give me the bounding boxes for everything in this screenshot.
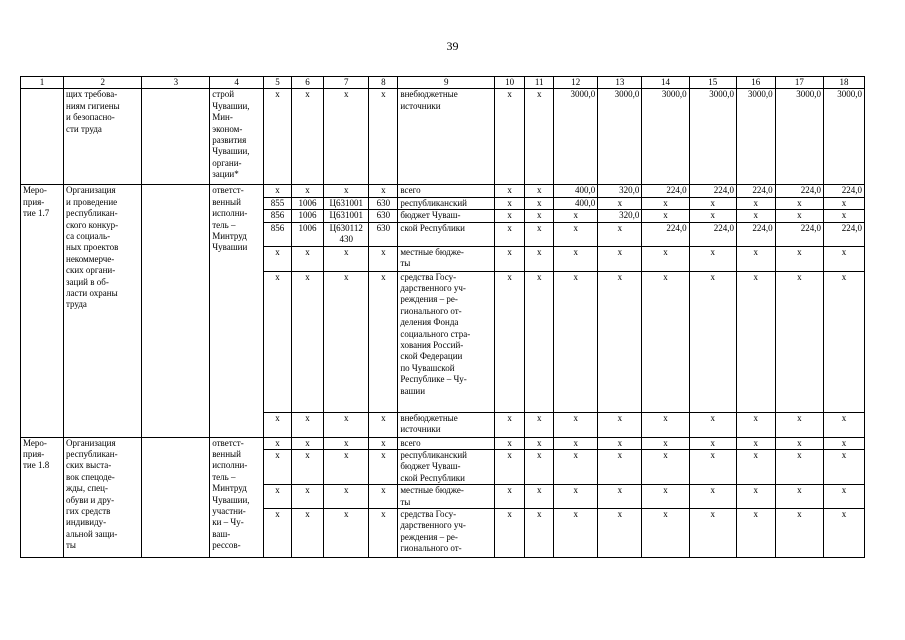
value-cell: x: [689, 271, 736, 412]
value-cell: x: [642, 246, 689, 271]
code-cell: x: [291, 89, 323, 185]
value-cell: x: [495, 222, 525, 246]
value-cell: 224,0: [642, 185, 689, 197]
table-row: [21, 437, 865, 449]
value-cell: x: [525, 197, 554, 209]
code-cell: x: [291, 271, 323, 412]
code-cell: x: [263, 271, 291, 412]
column-number-2: 2: [64, 77, 142, 89]
value-cell: x: [495, 271, 525, 412]
value-cell: x: [525, 222, 554, 246]
value-cell: x: [525, 509, 554, 558]
code-cell: 1006: [291, 210, 323, 222]
value-cell: x: [495, 210, 525, 222]
value-cell: x: [736, 271, 775, 412]
column-number-16: 16: [736, 77, 775, 89]
value-cell: x: [689, 210, 736, 222]
code-cell: x: [369, 437, 398, 449]
value-cell: x: [598, 197, 642, 209]
code-cell: x: [324, 509, 369, 558]
code-cell: 855: [263, 197, 291, 209]
funding-source-cell: всего: [398, 437, 495, 449]
column-number-8: 8: [369, 77, 398, 89]
code-cell: 630: [369, 210, 398, 222]
code-cell: x: [324, 185, 369, 197]
code-cell: 856: [263, 210, 291, 222]
code-cell: 630: [369, 222, 398, 246]
code-cell: x: [291, 185, 323, 197]
code-cell: x: [324, 412, 369, 437]
value-cell: x: [824, 271, 865, 412]
value-cell: 3000,0: [824, 89, 865, 185]
code-cell: Ц631001: [324, 210, 369, 222]
value-cell: 320,0: [598, 210, 642, 222]
value-cell: x: [689, 437, 736, 449]
measure-label-cell: Меро- прия- тие 1.7: [21, 185, 64, 437]
value-cell: 3000,0: [736, 89, 775, 185]
value-cell: x: [525, 412, 554, 437]
value-cell: x: [775, 412, 823, 437]
value-cell: x: [598, 222, 642, 246]
value-cell: x: [525, 246, 554, 271]
value-cell: x: [775, 485, 823, 509]
code-cell: Ц631001: [324, 197, 369, 209]
funding-source-cell: всего: [398, 185, 495, 197]
column-number-header: [21, 77, 865, 89]
code-cell: x: [369, 185, 398, 197]
funding-source-cell: местные бюдже- ты: [398, 485, 495, 509]
value-cell: x: [554, 450, 598, 485]
value-cell: x: [598, 412, 642, 437]
value-cell: x: [495, 197, 525, 209]
code-cell: 1006: [291, 222, 323, 246]
column-number-10: 10: [495, 77, 525, 89]
measure-name-cell: Организация республикан- ских выста- вок спецоде- жды, спец- обуви и дру- гих средств индивиду- альной защи- ты: [64, 437, 142, 557]
value-cell: 3000,0: [689, 89, 736, 185]
code-cell: x: [324, 271, 369, 412]
funding-source-cell: местные бюдже- ты: [398, 246, 495, 271]
column-number-12: 12: [554, 77, 598, 89]
funding-source-cell: средства Госу- дарственного уч- реждения – ре- гионального от-: [398, 509, 495, 558]
value-cell: x: [598, 271, 642, 412]
executor-cell: ответст- венный исполни- тель – Минтруд Чувашии, участни- ки – Чу- ваш- рессов-: [210, 437, 264, 557]
value-cell: x: [824, 485, 865, 509]
value-cell: 224,0: [642, 222, 689, 246]
value-cell: x: [689, 509, 736, 558]
code-cell: x: [263, 89, 291, 185]
value-cell: 224,0: [689, 222, 736, 246]
value-cell: x: [824, 437, 865, 449]
value-cell: x: [525, 89, 554, 185]
column-number-4: 4: [210, 77, 264, 89]
code-cell: x: [263, 509, 291, 558]
code-cell: x: [369, 412, 398, 437]
value-cell: x: [495, 412, 525, 437]
blank-cell: [142, 185, 210, 437]
value-cell: x: [642, 450, 689, 485]
funding-source-cell: внебюджетные источники: [398, 89, 495, 185]
value-cell: x: [598, 509, 642, 558]
funding-source-cell: ской Республики: [398, 222, 495, 246]
value-cell: x: [598, 246, 642, 271]
value-cell: x: [554, 210, 598, 222]
value-cell: x: [736, 437, 775, 449]
value-cell: x: [775, 246, 823, 271]
value-cell: x: [495, 89, 525, 185]
value-cell: x: [824, 412, 865, 437]
column-number-9: 9: [398, 77, 495, 89]
value-cell: x: [642, 412, 689, 437]
executor-cell: ответст- венный исполни- тель – Минтруд Чувашии: [210, 185, 264, 437]
value-cell: x: [525, 437, 554, 449]
code-cell: x: [324, 246, 369, 271]
value-cell: 224,0: [736, 185, 775, 197]
value-cell: x: [775, 197, 823, 209]
value-cell: 224,0: [775, 185, 823, 197]
code-cell: x: [369, 485, 398, 509]
value-cell: x: [642, 271, 689, 412]
value-cell: x: [775, 450, 823, 485]
column-number-1: 1: [21, 77, 64, 89]
value-cell: x: [689, 450, 736, 485]
value-cell: x: [525, 450, 554, 485]
blank-cell: [142, 437, 210, 557]
value-cell: x: [736, 246, 775, 271]
value-cell: x: [525, 185, 554, 197]
value-cell: x: [554, 271, 598, 412]
value-cell: x: [689, 197, 736, 209]
measure-name-cell: Организация и проведение республикан- ского конкур- са социаль- ных проектов некоммерче- ских органи- заций в об- ласти охраны труда: [64, 185, 142, 437]
value-cell: x: [554, 246, 598, 271]
value-cell: x: [775, 210, 823, 222]
value-cell: x: [525, 485, 554, 509]
table-row: [21, 185, 865, 197]
value-cell: x: [525, 210, 554, 222]
code-cell: x: [291, 412, 323, 437]
value-cell: x: [824, 197, 865, 209]
code-cell: x: [263, 485, 291, 509]
value-cell: x: [598, 485, 642, 509]
value-cell: 3000,0: [775, 89, 823, 185]
value-cell: x: [736, 509, 775, 558]
code-cell: x: [263, 412, 291, 437]
funding-source-cell: средства Госу- дарственного уч- реждения – ре- гионального от- деления Фонда социального стра- хования Россий- ской Федерации по Чувашской Республике – Чу- вашии: [398, 271, 495, 412]
value-cell: x: [495, 437, 525, 449]
value-cell: x: [598, 437, 642, 449]
code-cell: x: [263, 450, 291, 485]
code-cell: Ц630112 430: [324, 222, 369, 246]
column-number-18: 18: [824, 77, 865, 89]
value-cell: 400,0: [554, 197, 598, 209]
value-cell: 224,0: [736, 222, 775, 246]
code-cell: x: [324, 437, 369, 449]
value-cell: x: [495, 485, 525, 509]
column-number-11: 11: [525, 77, 554, 89]
value-cell: 224,0: [824, 185, 865, 197]
code-cell: x: [369, 246, 398, 271]
column-number-7: 7: [324, 77, 369, 89]
value-cell: x: [736, 412, 775, 437]
value-cell: x: [554, 509, 598, 558]
blank-cell: [142, 89, 210, 185]
value-cell: x: [554, 222, 598, 246]
value-cell: 400,0: [554, 185, 598, 197]
page-number: 39: [446, 39, 459, 53]
code-cell: x: [324, 89, 369, 185]
column-number-5: 5: [263, 77, 291, 89]
value-cell: x: [495, 185, 525, 197]
measure-label-cell: [21, 89, 64, 185]
value-cell: x: [689, 412, 736, 437]
value-cell: x: [824, 210, 865, 222]
column-number-15: 15: [689, 77, 736, 89]
funding-source-cell: бюджет Чуваш-: [398, 210, 495, 222]
value-cell: 3000,0: [642, 89, 689, 185]
funding-source-cell: внебюджетные источники: [398, 412, 495, 437]
code-cell: 630: [369, 197, 398, 209]
value-cell: x: [775, 509, 823, 558]
value-cell: x: [642, 509, 689, 558]
code-cell: x: [369, 271, 398, 412]
code-cell: x: [291, 437, 323, 449]
value-cell: x: [495, 450, 525, 485]
measure-label-cell: Меро- прия- тие 1.8: [21, 437, 64, 557]
code-cell: x: [291, 450, 323, 485]
column-number-14: 14: [642, 77, 689, 89]
budget-table: [20, 76, 865, 558]
funding-source-cell: республиканский: [398, 197, 495, 209]
value-cell: x: [554, 437, 598, 449]
value-cell: x: [736, 450, 775, 485]
value-cell: x: [598, 450, 642, 485]
value-cell: 3000,0: [598, 89, 642, 185]
value-cell: x: [736, 197, 775, 209]
measure-name-cell: щих требова- ниям гигиены и безопасно- сти труда: [64, 89, 142, 185]
value-cell: x: [775, 437, 823, 449]
funding-source-cell: республиканский бюджет Чуваш- ской Республики: [398, 450, 495, 485]
value-cell: x: [689, 485, 736, 509]
value-cell: 224,0: [775, 222, 823, 246]
code-cell: x: [291, 246, 323, 271]
executor-cell: строй Чувашии, Мин- эконом- развития Чувашии, органи- зации*: [210, 89, 264, 185]
value-cell: x: [495, 509, 525, 558]
value-cell: x: [736, 210, 775, 222]
value-cell: x: [554, 485, 598, 509]
column-number-17: 17: [775, 77, 823, 89]
code-cell: x: [324, 450, 369, 485]
code-cell: x: [324, 485, 369, 509]
column-number-13: 13: [598, 77, 642, 89]
value-cell: x: [554, 412, 598, 437]
continuation-row: [21, 89, 865, 185]
column-number-6: 6: [291, 77, 323, 89]
code-cell: x: [263, 437, 291, 449]
code-cell: 1006: [291, 197, 323, 209]
code-cell: x: [263, 185, 291, 197]
value-cell: x: [495, 246, 525, 271]
code-cell: x: [263, 246, 291, 271]
value-cell: x: [525, 271, 554, 412]
value-cell: x: [775, 271, 823, 412]
code-cell: x: [291, 509, 323, 558]
value-cell: x: [642, 437, 689, 449]
code-cell: 856: [263, 222, 291, 246]
value-cell: 3000,0: [554, 89, 598, 185]
value-cell: x: [689, 246, 736, 271]
value-cell: x: [824, 450, 865, 485]
code-cell: x: [291, 485, 323, 509]
column-number-3: 3: [142, 77, 210, 89]
value-cell: x: [824, 509, 865, 558]
value-cell: x: [642, 197, 689, 209]
value-cell: 320,0: [598, 185, 642, 197]
value-cell: x: [824, 246, 865, 271]
code-cell: x: [369, 89, 398, 185]
code-cell: x: [369, 450, 398, 485]
value-cell: 224,0: [824, 222, 865, 246]
code-cell: x: [369, 509, 398, 558]
value-cell: x: [642, 210, 689, 222]
value-cell: x: [642, 485, 689, 509]
value-cell: 224,0: [689, 185, 736, 197]
value-cell: x: [736, 485, 775, 509]
